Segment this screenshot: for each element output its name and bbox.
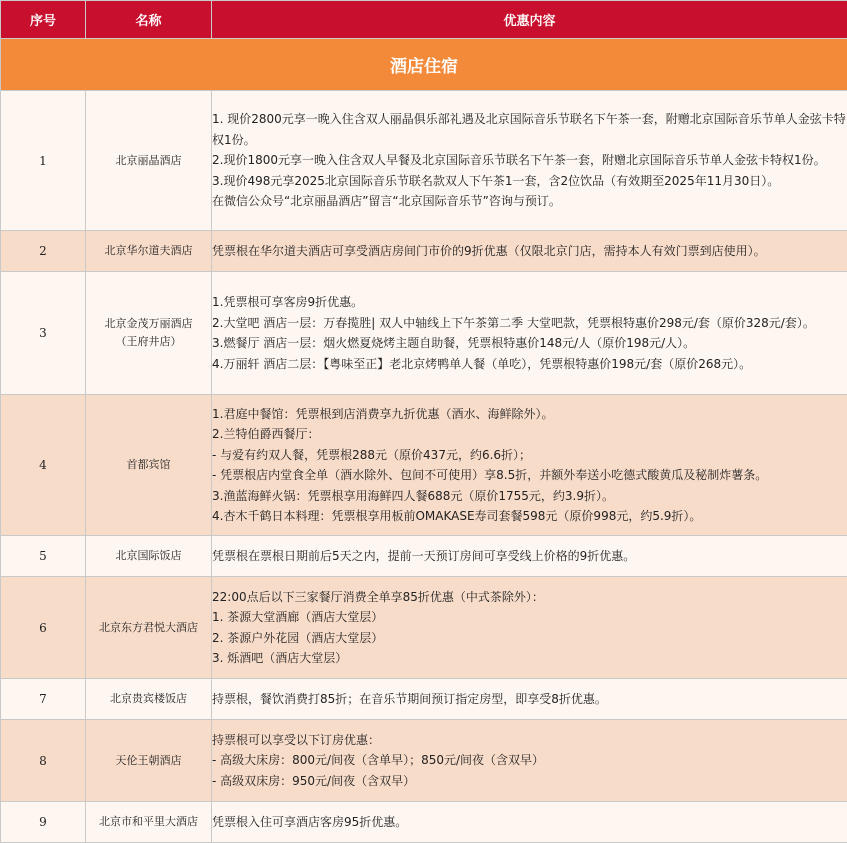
table-row xyxy=(1,395,847,536)
table-row xyxy=(1,272,847,395)
offer-content xyxy=(212,91,847,231)
hotel-name xyxy=(86,536,212,577)
hotel-name-line: 首都宾馆 xyxy=(86,456,211,474)
hotel-name-line: 北京金茂万丽酒店 xyxy=(86,315,211,333)
offer-content xyxy=(212,577,847,679)
row-index: 3 xyxy=(1,272,86,395)
table-row xyxy=(1,679,847,720)
hotel-name-line: 天伦王朝酒店 xyxy=(86,752,211,770)
table-row xyxy=(1,91,847,231)
offer-line: - 高级大床房：800元/间夜（含单早）；850元/间夜（含双早） xyxy=(212,750,847,771)
offer-line: - 凭票根店内堂食全单（酒水除外、包间不可使用）享8.5折，并额外奉送小吃德式酸黄瓜及秘制炸薯条。 xyxy=(212,465,847,486)
table-row xyxy=(1,231,847,272)
offer-line: 3.现价498元享2025北京国际音乐节联名款双人下午茶1一套，含2位饮品（有效期至2025年11月30日）。 xyxy=(212,171,847,192)
offer-content xyxy=(212,272,847,395)
hotel-name xyxy=(86,91,212,231)
offer-line: 3.渔蓝海鲜火锅：凭票根享用海鲜四人餐688元（原价1755元，约3.9折）。 xyxy=(212,486,847,507)
hotel-name xyxy=(86,231,212,272)
hotel-name xyxy=(86,802,212,843)
hotel-name xyxy=(86,679,212,720)
offer-line: - 与爱有约双人餐，凭票根288元（原价437元，约6.6折）； xyxy=(212,445,847,466)
header-index: 序号 xyxy=(1,1,86,39)
offer-line: 凭票根在票根日期前后5天之内，提前一天预订房间可享受线上价格的9折优惠。 xyxy=(212,546,847,567)
offer-line: 凭票根入住可享酒店客房95折优惠。 xyxy=(212,812,847,833)
hotel-name-line: 北京贵宾楼饭店 xyxy=(86,690,211,708)
row-index: 2 xyxy=(1,231,86,272)
offer-line: 1. 现价2800元享一晚入住含双人丽晶俱乐部礼遇及北京国际音乐节联名下午茶一套，附赠北京国际音乐节单人金弦卡特权1份。 xyxy=(212,109,847,150)
offer-line: 持票根，餐饮消费打85折；在音乐节期间预订指定房型，即享受8折优惠。 xyxy=(212,689,847,710)
offer-line: 2.大堂吧 酒店一层：万春揽胜| 双人中轴线上下午茶第二季 大堂吧款，凭票根特惠价298元/套（原价328元/套）。 xyxy=(212,313,847,334)
offer-line: 3. 烁酒吧（酒店大堂层） xyxy=(212,648,847,669)
row-index: 1 xyxy=(1,91,86,231)
offer-line: 3.燃餐厅 酒店一层：烟火燃夏烧烤主题自助餐，凭票根特惠价148元/人（原价198元/人）。 xyxy=(212,333,847,354)
row-index: 6 xyxy=(1,577,86,679)
offer-content xyxy=(212,802,847,843)
table-row xyxy=(1,802,847,843)
row-index: 4 xyxy=(1,395,86,536)
offer-content xyxy=(212,679,847,720)
offer-content xyxy=(212,395,847,536)
offer-line: 凭票根在华尔道夫酒店可享受酒店房间门市价的9折优惠（仅限北京门店，需持本人有效门票到店使用）。 xyxy=(212,241,847,262)
header-name: 名称 xyxy=(86,1,212,39)
offer-line: 22:00点后以下三家餐厅消费全单享85折优惠（中式茶除外）： xyxy=(212,587,847,608)
row-index: 9 xyxy=(1,802,86,843)
table-row xyxy=(1,577,847,679)
hotel-name-line: 北京华尔道夫酒店 xyxy=(86,242,211,260)
row-index: 7 xyxy=(1,679,86,720)
hotel-name xyxy=(86,577,212,679)
hotel-name-line: 北京市和平里大酒店 xyxy=(86,813,211,831)
offer-content xyxy=(212,720,847,802)
table-header-row xyxy=(1,1,847,39)
section-row xyxy=(1,39,847,91)
offer-line: 持票根可以享受以下订房优惠： xyxy=(212,730,847,751)
offer-line: 1.君庭中餐馆：凭票根到店消费享九折优惠（酒水、海鲜除外）。 xyxy=(212,404,847,425)
hotel-name-line: 北京国际饭店 xyxy=(86,547,211,565)
hotel-name xyxy=(86,720,212,802)
offer-line: 1. 茶源大堂酒廊（酒店大堂层） xyxy=(212,607,847,628)
row-index: 5 xyxy=(1,536,86,577)
offer-line: 在微信公众号“北京丽晶酒店”留言“北京国际音乐节”咨询与预订。 xyxy=(212,191,847,212)
offer-line: - 高级双床房：950元/间夜（含双早） xyxy=(212,771,847,792)
offer-line: 4.万丽轩 酒店二层：【粤味至正】老北京烤鸭单人餐（单吃），凭票根特惠价198元/套（原价268元）。 xyxy=(212,354,847,375)
offer-line: 2.兰特伯爵西餐厅： xyxy=(212,424,847,445)
row-index: 8 xyxy=(1,720,86,802)
section-title: 酒店住宿 xyxy=(1,39,847,91)
offer-content xyxy=(212,231,847,272)
hotel-name xyxy=(86,395,212,536)
offer-content xyxy=(212,536,847,577)
offer-line: 1.凭票根可享客房9折优惠。 xyxy=(212,292,847,313)
hotel-name-line: 北京东方君悦大酒店 xyxy=(86,619,211,637)
header-offer: 优惠内容 xyxy=(212,1,847,39)
hotel-name xyxy=(86,272,212,395)
offer-line: 2. 茶源户外花园（酒店大堂层） xyxy=(212,628,847,649)
hotel-name-line: 北京丽晶酒店 xyxy=(86,152,211,170)
hotel-name-line: （王府井店） xyxy=(86,333,211,351)
offer-line: 2.现价1800元享一晚入住含双人早餐及北京国际音乐节联名下午茶一套，附赠北京国际音乐节单人金弦卡特权1份。 xyxy=(212,150,847,171)
table-row xyxy=(1,720,847,802)
offer-line: 4.杏木千鹤日本料理：凭票根享用板前OMAKASE寿司套餐598元（原价998元，约5.9折）。 xyxy=(212,506,847,527)
table-row xyxy=(1,536,847,577)
